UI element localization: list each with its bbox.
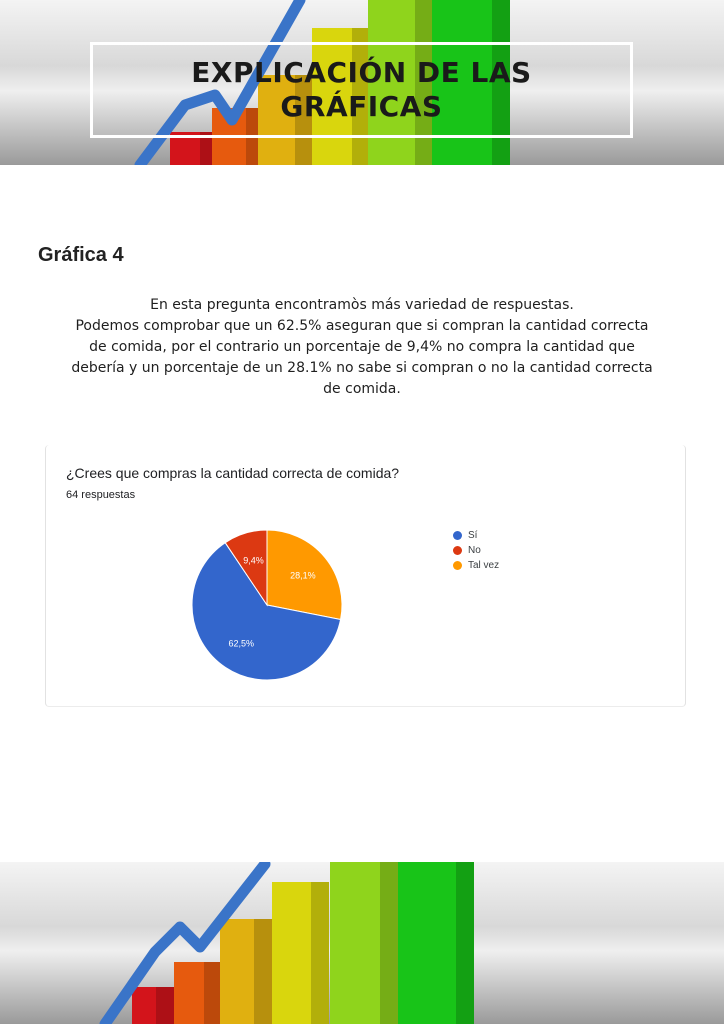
section-heading: Gráfica 4 — [38, 244, 124, 266]
header-banner — [0, 0, 724, 165]
decor-bar-shade — [456, 862, 474, 1024]
pie-chart — [46, 445, 687, 707]
legend-swatch-icon — [453, 561, 462, 570]
footer-banner — [0, 862, 724, 1024]
decor-bar-shade — [254, 919, 272, 1024]
title-box — [90, 42, 633, 138]
legend-swatch-icon — [453, 531, 462, 540]
legend-label: Sí — [468, 530, 478, 541]
legend-item[interactable] — [453, 528, 499, 543]
response-count: 64 respuestas — [66, 489, 136, 501]
paragraph-line: debería y un porcentaje de un 28.1% no sabe si compran o no la cantidad correcta — [71, 360, 653, 376]
chart-title: ¿Crees que compras la cantidad correcta de comida? — [66, 465, 400, 481]
decor-bar-shade — [380, 862, 398, 1024]
decor-bar-shade — [156, 987, 174, 1024]
legend-item[interactable] — [453, 543, 499, 558]
chart-legend — [453, 528, 499, 573]
legend-label: No — [468, 545, 481, 556]
legend-swatch-icon — [453, 546, 462, 555]
decor-bar-shade — [204, 962, 222, 1024]
paragraph-line: de comida. — [323, 381, 401, 397]
bar-chart-illustration — [0, 862, 724, 1024]
explanation-paragraph — [60, 295, 664, 400]
paragraph-line: En esta pregunta encontramòs más variedad de respuestas. — [150, 297, 574, 313]
page-title: EXPLICACIÓN DE LAS GRÁFICAS — [191, 56, 532, 123]
pie-data-label: 62,5% — [228, 638, 254, 649]
paragraph-line: Podemos comprobar que un 62.5% aseguran que si compran la cantidad correcta — [75, 318, 649, 334]
pie-data-label: 9,4% — [243, 555, 264, 566]
chart-card — [45, 445, 686, 707]
pie-data-label: 28,1% — [290, 570, 316, 581]
decor-bar-shade — [311, 882, 329, 1024]
legend-label: Tal vez — [468, 560, 500, 571]
paragraph-line: de comida, por el contrario un porcentaje de 9,4% no compra la cantidad que — [89, 339, 635, 355]
legend-item[interactable] — [453, 558, 499, 573]
